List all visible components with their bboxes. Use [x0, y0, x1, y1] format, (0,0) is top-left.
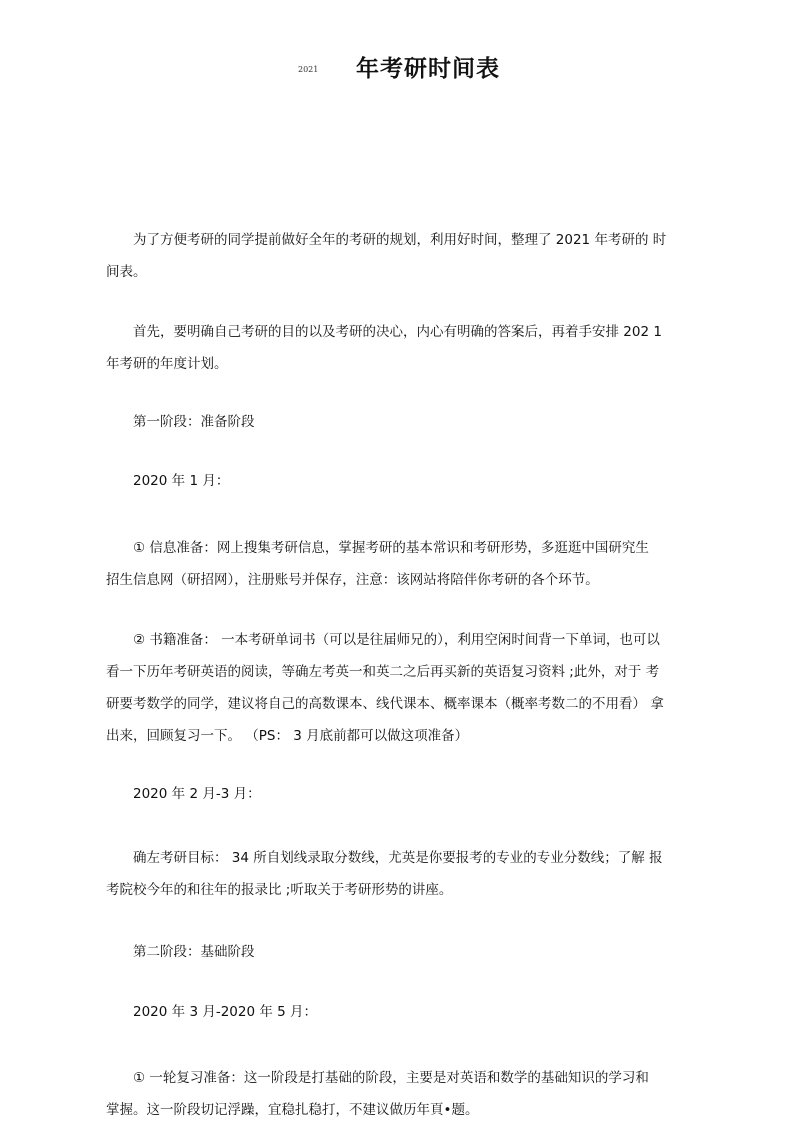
goal-paragraph	[106, 316, 696, 380]
text-line: 首先，要明确自己考研的目的以及考研的决心，内心有明确的答案后，再着手安排 202 1	[133, 324, 662, 340]
target-paragraph	[106, 842, 696, 906]
text-line: 考院校今年的和往年的报录比 ;听取关于考研形势的讲座。	[106, 882, 453, 898]
text-line: 掌握。这一阶段切记浮躁，宜稳扎稳打，不建议做历年頁•题。	[106, 1102, 479, 1118]
text-line: ② 书籍准备： 一本考研单词书（可以是往届师兄的），利用空闲时间背一下单词，也可以	[133, 632, 660, 648]
stage-one-heading: 第一阶段：准备阶段	[133, 414, 255, 430]
text-line: 确左考研目标： 34 所自划线录取分数线，尤英是你要报考的专业的专业分数线；了解 报	[133, 850, 663, 866]
date-heading-feb-mar: 2020 年 2 月-3 月：	[133, 786, 261, 802]
title-year: 2021	[298, 65, 319, 74]
info-prep-paragraph	[106, 532, 696, 596]
date-heading-jan: 2020 年 1 月：	[133, 473, 230, 489]
book-prep-paragraph	[106, 624, 696, 752]
text-line: 研要考数学的同学，建议将自己的高数课本、线代课本、概率课本（概率考数二的不用看） 拿	[106, 696, 664, 712]
title-text: 年考研时间表	[356, 56, 500, 82]
text-line: 看一下历年考研英语的阅读，等确左考英一和英二之后再买新的英语复习资料 ;此外，对于 考	[106, 664, 660, 680]
first-review-paragraph	[106, 1062, 696, 1126]
intro-paragraph	[106, 224, 696, 288]
text-line: ① 一轮复习准备：这一阶段是打基础的阶段，主要是对英语和数学的基础知识的学习和	[133, 1070, 649, 1086]
text-line: ① 信息准备：网上搜集考研信息，掌握考研的基本常识和考研形势，多逛逛中国研究生	[133, 540, 649, 556]
document-title	[0, 50, 800, 86]
text-line: 间表。	[106, 264, 147, 280]
date-heading-mar-may: 2020 年 3 月-2020 年 5 月：	[133, 1004, 318, 1020]
text-line: 年考研的年度计划。	[106, 356, 228, 372]
text-line: 出来，回顾复习一下。 （PS： 3 月底前都可以做这项准备）	[106, 728, 469, 744]
stage-two-heading: 第二阶段：基础阶段	[133, 944, 255, 960]
text-line: 招生信息网（研招网），注册账号并保存，注意：该网站将陪伴你考研的各个环节。	[106, 572, 599, 588]
text-line: 为了方便考研的同学提前做好全年的考研的规划，利用好时间，整理了 2021 年考研的 时	[133, 232, 667, 248]
